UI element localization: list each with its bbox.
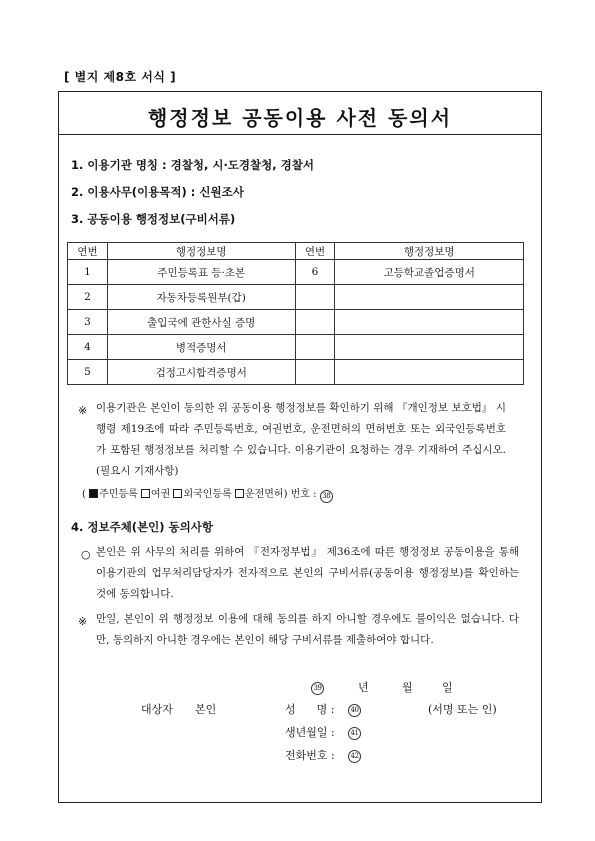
header-no-2: 연번 (295, 243, 335, 260)
row-doc-name: 자동차등록원부(갑) (107, 285, 295, 310)
row-doc-name (335, 335, 524, 360)
no-penalty-note: 만일, 본인이 위 행정정보 이용에 대해 동의를 하지 아니할 경우에도 불이익은 없습니다. 다만, 동의하지 아니한 경우에는 본인이 해당 구비서류를 제출하여야 합니다. (96, 613, 519, 646)
row-no: 4 (68, 335, 108, 360)
table-row (68, 285, 524, 310)
number-label: 번호 : (290, 489, 317, 500)
row-no: 2 (68, 285, 108, 310)
identifier-checklist (82, 485, 333, 503)
checkbox-label: 주민등록 (99, 489, 138, 500)
birth-field-marker[interactable]: 41 (348, 727, 361, 740)
table-row (68, 310, 524, 335)
phone-label: 전화번호 : (285, 749, 335, 762)
checkbox-label: 운전면허 (244, 489, 284, 500)
table-row (68, 335, 524, 360)
consent-statement: 본인은 위 사무의 처리를 위하여 『전자정부법』 제36조에 따른 행정정보 공동이용을 통해 이용기관의 업무처리담당자가 전자적으로 본인의 구비서류(공동이용 행정정보)를 확인하는 것에 동의합니다. (96, 546, 519, 600)
row-doc-name: 출입국에 관한사실 증명 (107, 310, 295, 335)
row-no (295, 285, 335, 310)
row-doc-name: 검정고시합격증명서 (107, 360, 295, 385)
number-field-marker[interactable]: 38 (320, 490, 333, 503)
row-no (295, 335, 335, 360)
header-name-2: 행정정보명 (335, 243, 524, 260)
section-consent: 4. 정보주체(본인) 동의사항 (71, 520, 213, 534)
month-label: 월 (402, 681, 413, 694)
title-bar (59, 92, 541, 135)
checkbox-passport[interactable] (141, 489, 150, 498)
phone-field-marker[interactable]: 42 (348, 750, 361, 763)
row-doc-name (335, 310, 524, 335)
document-table (67, 242, 524, 385)
row-doc-name: 고등학교졸업증명서 (335, 260, 524, 285)
bullet-mark: ○ (81, 548, 91, 561)
self-label: 본인 (195, 703, 217, 716)
form-title: 행정정보 공동이용 사전 동의서 (147, 106, 453, 130)
subject-label: 대상자 (141, 703, 173, 716)
row-no (295, 310, 335, 335)
row-doc-name: 병적증명서 (107, 335, 295, 360)
checkbox-alien-registration[interactable] (173, 489, 182, 498)
checkbox-resident-registration[interactable] (89, 489, 98, 498)
note-mark: ※ (78, 615, 88, 628)
row-doc-name: 주민등록표 등·초본 (107, 260, 295, 285)
form-number-label: [ 별지 제8호 서식 ] (64, 70, 177, 84)
year-label: 년 (358, 681, 369, 694)
checkbox-label: 외국인등록 (183, 489, 232, 500)
note-mark: ※ (78, 404, 88, 417)
table-row (68, 260, 524, 285)
checklist-open: ( (82, 489, 86, 500)
section-shared-info: 3. 공동이용 행정정보(구비서류) (71, 212, 236, 226)
row-doc-name (335, 285, 524, 310)
row-no: 1 (68, 260, 108, 285)
row-doc-name (335, 360, 524, 385)
birth-label: 생년월일 : (285, 726, 335, 739)
checkbox-label: 여권 (150, 489, 171, 500)
row-no: 6 (295, 260, 335, 285)
header-name-1: 행정정보명 (107, 243, 295, 260)
table-header-row (68, 243, 524, 260)
day-label: 일 (442, 681, 453, 694)
section-agency: 1. 이용기관 명칭 : 경찰청, 시·도경찰청, 경찰서 (71, 158, 314, 172)
name-label: 성 명 : (285, 703, 335, 716)
date-field-marker[interactable]: 39 (311, 682, 324, 695)
table-row (68, 360, 524, 385)
row-no (295, 360, 335, 385)
sign-note: (서명 또는 인) (428, 703, 497, 716)
section-purpose: 2. 이용사무(이용목적) : 신원조사 (71, 185, 244, 199)
consent-form (58, 91, 542, 803)
header-no-1: 연번 (68, 243, 108, 260)
name-field-marker[interactable]: 40 (348, 704, 361, 717)
checklist-close: ) (283, 489, 288, 500)
identifier-note: 이용기관은 본인이 동의한 위 공동이용 행정정보를 확인하기 위해 『개인정보 보호법』 시행령 제19조에 따라 주민등록번호, 여권번호, 운전면허의 면허번호 또는 외국인등록번호가 포함된 행정정보를 처리할 수 있습니다. 이용기관이 요청하는 경우 기재하여 주십시오.(필요시 기재사항) (96, 402, 506, 477)
row-no: 3 (68, 310, 108, 335)
checkbox-drivers-license[interactable] (235, 489, 244, 498)
row-no: 5 (68, 360, 108, 385)
